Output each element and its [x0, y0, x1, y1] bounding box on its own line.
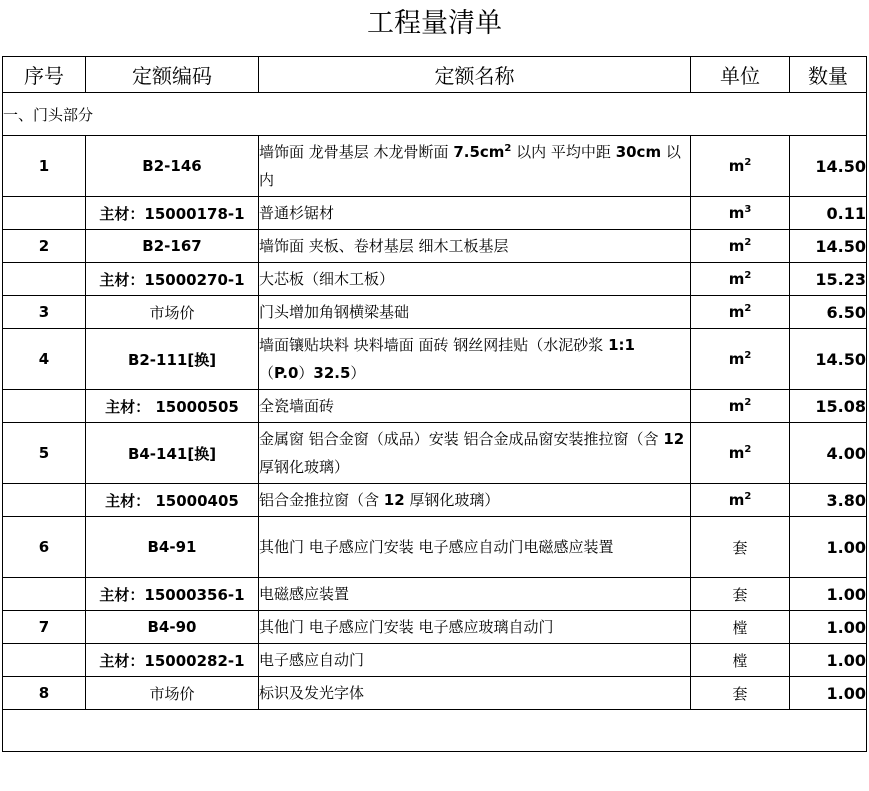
name-segment: 普通杉锯材 — [259, 204, 335, 222]
unit-exponent: 2 — [744, 157, 752, 168]
cell-qty: 14.50 — [790, 136, 867, 197]
unit-base: 套 — [732, 585, 748, 604]
cell-unit — [691, 296, 790, 329]
table-row — [3, 136, 867, 197]
cell-qty: 15.23 — [790, 263, 867, 296]
cell-name — [259, 197, 691, 230]
name-segment: 12 — [383, 491, 405, 509]
unit-exponent: 2 — [744, 270, 752, 281]
unit-base: 樘 — [732, 618, 748, 637]
name-segment: 铝合金推拉窗（含 — [259, 491, 384, 509]
unit-exponent: 2 — [744, 397, 752, 408]
unit-base: m — [728, 444, 745, 462]
cell-unit — [691, 677, 790, 710]
cell-code: 主材：15000178-1 — [86, 197, 259, 230]
name-segment: 32.5 — [313, 364, 351, 382]
unit-base: 套 — [732, 684, 748, 703]
cell-no: 5 — [3, 423, 86, 484]
cell-name — [259, 611, 691, 644]
cell-name — [259, 644, 691, 677]
cell-name — [259, 230, 691, 263]
table-header-row — [3, 57, 867, 93]
cell-no: 2 — [3, 230, 86, 263]
unit-base: 樘 — [732, 651, 748, 670]
header-name: 定额名称 — [259, 57, 691, 93]
cell-unit — [691, 423, 790, 484]
cell-unit — [691, 611, 790, 644]
unit-exponent: 2 — [744, 444, 752, 455]
cell-qty: 1.00 — [790, 517, 867, 578]
name-segment: 厚钢化玻璃） — [404, 491, 500, 509]
cell-code: B2-111[换] — [86, 329, 259, 390]
unit-exponent: 2 — [744, 303, 752, 314]
cell-name — [259, 296, 691, 329]
unit-base: 套 — [732, 538, 748, 557]
cell-name — [259, 263, 691, 296]
unit-exponent: 3 — [744, 204, 752, 215]
cell-unit — [691, 136, 790, 197]
name-segment: 墙饰面 夹板、卷材基层 细木工板基层 — [259, 237, 509, 255]
cell-code: 主材：15000270-1 — [86, 263, 259, 296]
cell-qty: 15.08 — [790, 390, 867, 423]
cell-unit — [691, 230, 790, 263]
name-segment: ） — [298, 364, 314, 382]
unit-exponent: 2 — [744, 237, 752, 248]
cell-qty: 6.50 — [790, 296, 867, 329]
cell-name — [259, 578, 691, 611]
table-row — [3, 390, 867, 423]
unit-base: m — [728, 237, 745, 255]
name-segment: （ — [259, 364, 275, 382]
cell-unit — [691, 484, 790, 517]
table-row — [3, 296, 867, 329]
cell-unit — [691, 517, 790, 578]
cell-no — [3, 484, 86, 517]
name-segment: 电磁感应装置 — [259, 585, 350, 603]
name-segment: 7.5cm — [453, 143, 505, 161]
cell-code: B4-90 — [86, 611, 259, 644]
cell-unit — [691, 263, 790, 296]
cell-no: 3 — [3, 296, 86, 329]
cell-qty: 1.00 — [790, 677, 867, 710]
unit-base: m — [728, 397, 745, 415]
cell-code: 主材：15000282-1 — [86, 644, 259, 677]
table-row — [3, 230, 867, 263]
cell-unit — [691, 197, 790, 230]
cell-name — [259, 136, 691, 197]
cell-qty: 1.00 — [790, 611, 867, 644]
name-segment: 厚钢化玻璃） — [259, 458, 350, 476]
name-segment: 电子感应自动门 — [259, 651, 365, 669]
bill-of-quantities-table — [2, 56, 867, 752]
cell-qty: 1.00 — [790, 578, 867, 611]
unit-exponent: 2 — [744, 350, 752, 361]
name-segment: P.0 — [274, 364, 299, 382]
cell-qty: 1.00 — [790, 644, 867, 677]
cell-no — [3, 578, 86, 611]
unit-exponent: 2 — [744, 491, 752, 502]
cell-no — [3, 197, 86, 230]
cell-unit — [691, 578, 790, 611]
name-segment: 12 — [663, 430, 685, 448]
cell-name — [259, 517, 691, 578]
cell-name — [259, 390, 691, 423]
table-row — [3, 329, 867, 390]
header-qty: 数量 — [790, 57, 867, 93]
section-title: 一、门头部分 — [3, 93, 867, 136]
cell-qty: 0.11 — [790, 197, 867, 230]
table-row — [3, 611, 867, 644]
cell-code: 主材： 15000405 — [86, 484, 259, 517]
table-row — [3, 677, 867, 710]
cell-no: 1 — [3, 136, 86, 197]
name-segment: 30cm — [615, 143, 662, 161]
cell-no: 4 — [3, 329, 86, 390]
header-no: 序号 — [3, 57, 86, 93]
name-segment: 全瓷墙面砖 — [259, 397, 335, 415]
name-segment: 大芯板（细木工板） — [259, 270, 395, 288]
header-unit: 单位 — [691, 57, 790, 93]
table-row — [3, 578, 867, 611]
cell-qty: 14.50 — [790, 230, 867, 263]
name-segment: 以内 平均中距 — [511, 143, 616, 161]
cell-code: B2-146 — [86, 136, 259, 197]
unit-base: m — [728, 303, 745, 321]
table-row — [3, 517, 867, 578]
name-segment: 2 — [504, 143, 512, 154]
unit-base: m — [728, 204, 745, 222]
table-row — [3, 197, 867, 230]
table-row — [3, 423, 867, 484]
cell-no — [3, 644, 86, 677]
cell-name — [259, 484, 691, 517]
unit-base: m — [728, 350, 745, 368]
cell-code: B4-91 — [86, 517, 259, 578]
cell-code: 主材： 15000505 — [86, 390, 259, 423]
cell-no — [3, 390, 86, 423]
cell-no: 6 — [3, 517, 86, 578]
cell-unit — [691, 390, 790, 423]
name-segment: 墙面镶贴块料 块料墙面 面砖 钢丝网挂贴（水泥砂浆 — [259, 336, 609, 354]
name-segment: ） — [350, 364, 366, 382]
cell-no: 7 — [3, 611, 86, 644]
cell-unit — [691, 329, 790, 390]
document-title: 工程量清单 — [367, 8, 502, 39]
name-segment: 标识及发光字体 — [259, 684, 365, 702]
name-segment: 1:1 — [608, 336, 635, 354]
table-row — [3, 263, 867, 296]
table-row — [3, 644, 867, 677]
cell-no — [3, 263, 86, 296]
cell-code: 市场价 — [86, 296, 259, 329]
unit-base: m — [728, 270, 745, 288]
cell-code: 主材：15000356-1 — [86, 578, 259, 611]
cell-code: B4-141[换] — [86, 423, 259, 484]
name-segment: 门头增加角钢横梁基础 — [259, 303, 410, 321]
cell-code: 市场价 — [86, 677, 259, 710]
name-segment: 其他门 电子感应门安装 电子感应玻璃自动门 — [259, 618, 554, 636]
unit-base: m — [728, 157, 745, 175]
cell-qty: 14.50 — [790, 329, 867, 390]
name-segment: 以内 — [259, 143, 681, 189]
unit-base: m — [728, 491, 745, 509]
cell-qty: 4.00 — [790, 423, 867, 484]
cell-name — [259, 329, 691, 390]
cell-code: B2-167 — [86, 230, 259, 263]
cell-no: 8 — [3, 677, 86, 710]
cell-unit — [691, 644, 790, 677]
name-segment: 其他门 电子感应门安装 电子感应自动门电磁感应装置 — [259, 538, 614, 556]
name-segment: 金属窗 铝合金窗（成品）安装 铝合金成品窗安装推拉窗（含 — [259, 430, 664, 448]
cell-name — [259, 423, 691, 484]
header-code: 定额编码 — [86, 57, 259, 93]
blank-cell — [3, 710, 867, 752]
name-segment: 墙饰面 龙骨基层 木龙骨断面 — [259, 143, 454, 161]
section-row — [3, 93, 867, 136]
blank-row — [3, 710, 867, 752]
cell-name — [259, 677, 691, 710]
table-row — [3, 484, 867, 517]
cell-qty: 3.80 — [790, 484, 867, 517]
